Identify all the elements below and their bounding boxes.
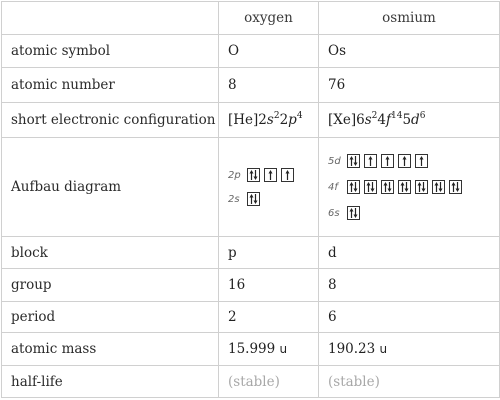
- spin-pair-arrows-icon: [433, 181, 444, 193]
- spin-up-arrow-icon: [265, 169, 276, 181]
- config-shell: 4: [377, 112, 386, 128]
- row-label: atomic symbol: [2, 35, 219, 68]
- orbital-paired-box: [449, 180, 462, 194]
- spin-pair-arrows-icon: [450, 181, 461, 193]
- subshell-label: 2p: [228, 169, 241, 181]
- mass-value: 190.23: [328, 341, 376, 357]
- mass-unit: u: [279, 342, 288, 356]
- subshell-row: [328, 154, 490, 168]
- spin-up-arrow-icon: [382, 155, 393, 167]
- row-label: short electronic configuration: [2, 103, 219, 138]
- row-block: [2, 237, 500, 269]
- row-electron-config: [2, 103, 500, 138]
- orbital-single-box: [281, 168, 294, 182]
- spin-pair-arrows-icon: [348, 181, 359, 193]
- row-label: atomic number: [2, 68, 219, 103]
- orbital-single-box: [364, 154, 377, 168]
- osmium-aufbau: [319, 138, 500, 237]
- aufbau-diagram: [328, 154, 490, 220]
- spin-pair-arrows-icon: [348, 155, 359, 167]
- row-atomic-symbol: [2, 35, 500, 68]
- subshell-row: [328, 206, 490, 220]
- config-electrons: 2: [273, 110, 280, 121]
- config-core: [He]: [228, 112, 259, 128]
- config-electrons: 4: [296, 110, 303, 121]
- row-aufbau-diagram: [2, 138, 500, 237]
- oxygen-period: 2: [219, 302, 319, 333]
- orbital-paired-box: [415, 180, 428, 194]
- orbital-paired-box: [247, 168, 260, 182]
- spin-pair-arrows-icon: [399, 181, 410, 193]
- orbital-paired-box: [432, 180, 445, 194]
- row-period: [2, 302, 500, 333]
- header-osmium: osmium: [319, 2, 500, 35]
- oxygen-mass: [219, 333, 319, 366]
- config-subshell: p: [288, 112, 297, 128]
- row-label: half-life: [2, 366, 219, 398]
- config-electrons: 6: [419, 110, 426, 121]
- subshell-label: 4f: [328, 181, 338, 193]
- row-half-life: [2, 366, 500, 398]
- orbital-paired-box: [398, 180, 411, 194]
- config-electrons: 14: [391, 110, 403, 121]
- subshell-label: 5d: [328, 155, 341, 167]
- orbital-single-box: [264, 168, 277, 182]
- element-comparison-table: [1, 1, 500, 398]
- config-subshell: s: [266, 112, 274, 128]
- oxygen-half-life: (stable): [219, 366, 319, 398]
- orbital-single-box: [398, 154, 411, 168]
- spin-up-arrow-icon: [399, 155, 410, 167]
- header-empty-cell: [2, 2, 219, 35]
- row-atomic-number: [2, 68, 500, 103]
- spin-pair-arrows-icon: [248, 193, 259, 205]
- osmium-period: 6: [319, 302, 500, 333]
- orbital-paired-box: [347, 180, 360, 194]
- oxygen-number: 8: [219, 68, 319, 103]
- row-label: period: [2, 302, 219, 333]
- subshell-label: 6s: [328, 207, 340, 219]
- config-core: [Xe]: [328, 112, 357, 128]
- mass-value: 15.999: [228, 341, 276, 357]
- osmium-config: [319, 103, 500, 138]
- orbital-paired-box: [364, 180, 377, 194]
- osmium-block: d: [319, 237, 500, 269]
- config-subshell: f: [386, 112, 391, 128]
- orbital-paired-box: [347, 154, 360, 168]
- row-label: block: [2, 237, 219, 269]
- header-row: [2, 2, 500, 35]
- config-shell: 2: [279, 112, 289, 128]
- osmium-symbol: Os: [319, 35, 500, 68]
- spin-up-arrow-icon: [282, 169, 293, 181]
- oxygen-group: 16: [219, 269, 319, 302]
- config-subshell: d: [411, 112, 420, 128]
- orbital-paired-box: [347, 206, 360, 220]
- spin-pair-arrows-icon: [382, 181, 393, 193]
- header-oxygen: oxygen: [219, 2, 319, 35]
- subshell-row: [228, 168, 309, 182]
- osmium-mass: [319, 333, 500, 366]
- spin-up-arrow-icon: [416, 155, 427, 167]
- orbital-single-box: [381, 154, 394, 168]
- subshell-row: [228, 192, 309, 206]
- orbital-single-box: [415, 154, 428, 168]
- orbital-paired-box: [247, 192, 260, 206]
- spin-pair-arrows-icon: [365, 181, 376, 193]
- row-atomic-mass: [2, 333, 500, 366]
- row-group: [2, 269, 500, 302]
- osmium-number: 76: [319, 68, 500, 103]
- spin-pair-arrows-icon: [248, 169, 259, 181]
- oxygen-symbol: O: [219, 35, 319, 68]
- spin-pair-arrows-icon: [348, 207, 359, 219]
- oxygen-config: [219, 103, 319, 138]
- spin-up-arrow-icon: [365, 155, 376, 167]
- subshell-row: [328, 180, 490, 194]
- oxygen-block: p: [219, 237, 319, 269]
- config-shell: 6: [356, 112, 365, 128]
- config-shell: 2: [258, 112, 267, 128]
- orbital-paired-box: [381, 180, 394, 194]
- config-shell: 5: [402, 112, 412, 128]
- mass-unit: u: [379, 342, 388, 356]
- aufbau-diagram: [228, 168, 309, 206]
- osmium-group: 8: [319, 269, 500, 302]
- osmium-half-life: (stable): [319, 366, 500, 398]
- subshell-label: 2s: [228, 193, 240, 205]
- row-label: Aufbau diagram: [2, 138, 219, 237]
- oxygen-aufbau: [219, 138, 319, 237]
- row-label: atomic mass: [2, 333, 219, 366]
- config-electrons: 2: [371, 110, 378, 121]
- config-subshell: s: [364, 112, 372, 128]
- row-label: group: [2, 269, 219, 302]
- spin-pair-arrows-icon: [416, 181, 427, 193]
